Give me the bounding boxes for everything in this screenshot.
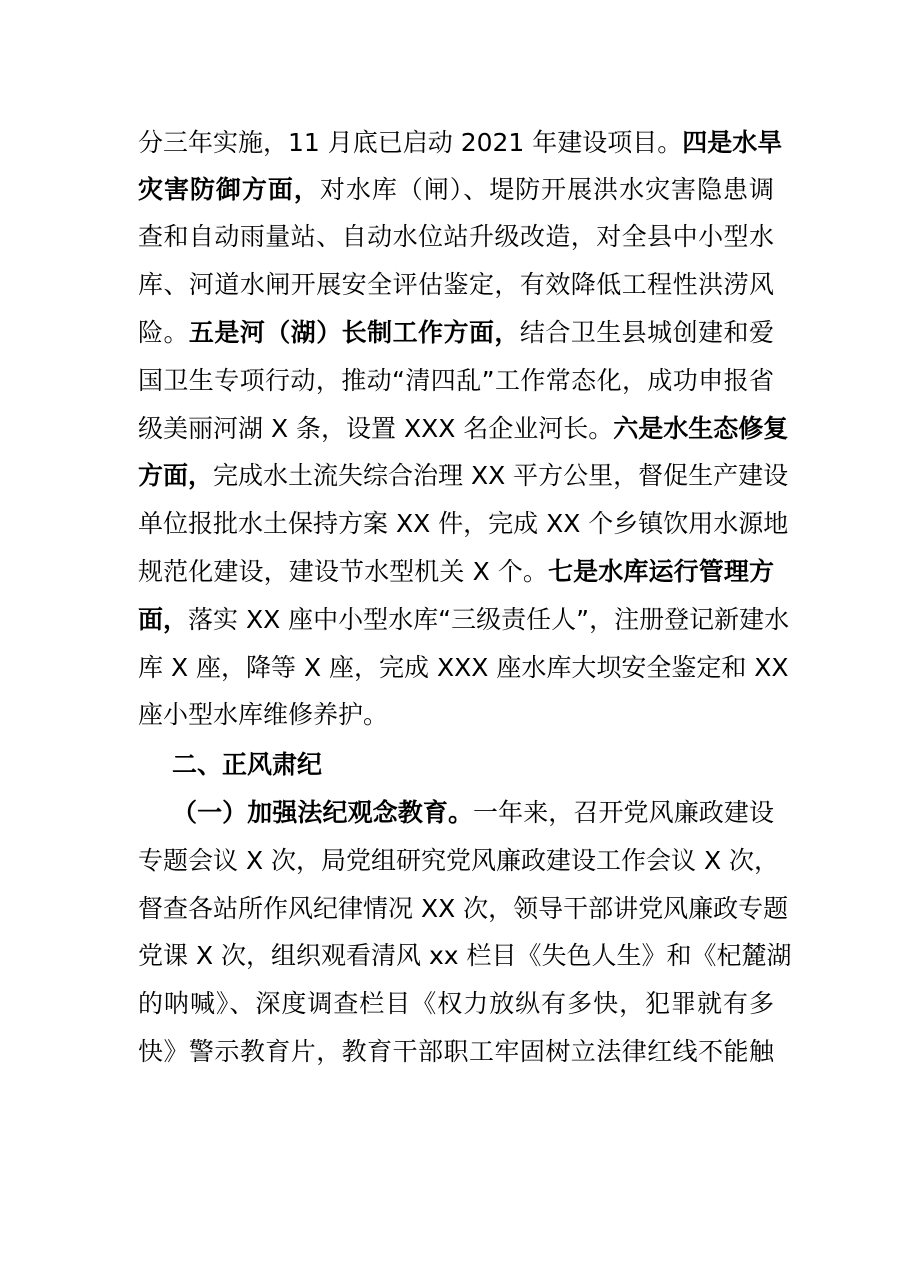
paragraph-1-line-3 bbox=[138, 214, 774, 260]
text-run: 一年来，召开党风廉政建设 bbox=[473, 798, 774, 827]
paragraph-1-line-5 bbox=[138, 310, 774, 356]
bold-text-run: 面， bbox=[138, 605, 189, 634]
text-run: 结合卫生县城创建和爱 bbox=[519, 318, 774, 347]
bold-text-run: 七是水库运行管理方 bbox=[548, 557, 774, 586]
text-run: 规范化建设，建设节水型机关 X 个。 bbox=[138, 557, 549, 586]
text-run: 完成水土流失综合治理 XX 平方公里，督促生产建设 bbox=[213, 461, 789, 490]
paragraph-2-line-5 bbox=[138, 981, 774, 1027]
text-run: 级美丽河湖 X 条，设置 XXX 名企业河长。 bbox=[138, 414, 614, 443]
text-run: 库、河道水闸开展安全评估鉴定，有效降低工程性洪涝风 bbox=[138, 270, 774, 299]
paragraph-1-line-13 bbox=[138, 692, 774, 738]
text-run: 单位报批水土保持方案 XX 件，完成 XX 个乡镇饮用水源地 bbox=[138, 509, 789, 538]
paragraph-2-line-3 bbox=[138, 886, 789, 932]
paragraph-1-line-6 bbox=[138, 358, 774, 404]
bold-text-run: （一）加强法纪观念教育。 bbox=[172, 798, 474, 827]
text-run: 专题会议 X 次，局党组研究党风廉政建设工作会议 X 次， bbox=[138, 846, 780, 875]
paragraph-1-line-7 bbox=[138, 406, 789, 452]
text-run: 快》警示教育片，教育干部职工牢固树立法律红线不能触 bbox=[138, 1037, 774, 1066]
paragraph-1-line-8 bbox=[138, 453, 789, 499]
text-run: 落实 XX 座中小型水库“三级责任人”，注册登记新建水 bbox=[188, 605, 790, 634]
text-run: 对水库（闸）、堤防开展洪水灾害隐患调 bbox=[319, 175, 774, 204]
paragraph-2-line-1 bbox=[172, 790, 774, 836]
text-run: 险。 bbox=[138, 318, 189, 347]
paragraph-1-line-10 bbox=[138, 549, 774, 595]
bold-text-run: 灾害防御方面， bbox=[138, 175, 320, 204]
bold-text-run: 五是河（湖）长制工作方面， bbox=[188, 318, 520, 347]
paragraph-1-line-11 bbox=[138, 597, 790, 643]
paragraph-2-line-4 bbox=[138, 933, 792, 979]
paragraph-1-line-1 bbox=[138, 120, 783, 166]
text-run: 查和自动雨量站、自动水位站升级改造，对全县中小型水 bbox=[138, 222, 774, 251]
text-run: 库 X 座，降等 X 座，完成 XXX 座水库大坝安全鉴定和 XX bbox=[138, 653, 789, 682]
text-run: 督查各站所作风纪律情况 XX 次，领导干部讲党风廉政专题 bbox=[138, 894, 789, 923]
paragraph-1-line-9 bbox=[138, 501, 789, 547]
paragraph-2-line-2 bbox=[138, 838, 780, 884]
bold-text-run: 六是水生态修复 bbox=[613, 414, 789, 443]
paragraph-1-line-4 bbox=[138, 262, 774, 308]
paragraph-1-line-12 bbox=[138, 645, 789, 691]
section-heading: 二、正风肃纪 bbox=[172, 750, 323, 779]
text-run: 分三年实施，11 月底已启动 2021 年建设项目。 bbox=[138, 128, 683, 157]
paragraph-1-line-2 bbox=[138, 167, 774, 213]
text-run: 座小型水库维修养护。 bbox=[138, 700, 389, 729]
text-run: 党课 X 次，组织观看清风 xx 栏目《失色人生》和《杞麓湖 bbox=[138, 941, 792, 970]
text-run: 的呐喊》、深度调查栏目《权力放纵有多快，犯罪就有多 bbox=[138, 989, 774, 1018]
bold-text-run: 四是水旱 bbox=[682, 128, 783, 157]
paragraph-2-line-6 bbox=[138, 1029, 774, 1075]
text-run: 国卫生专项行动，推动“清四乱”工作常态化，成功申报省 bbox=[138, 366, 774, 395]
bold-text-run: 方面， bbox=[138, 461, 214, 490]
